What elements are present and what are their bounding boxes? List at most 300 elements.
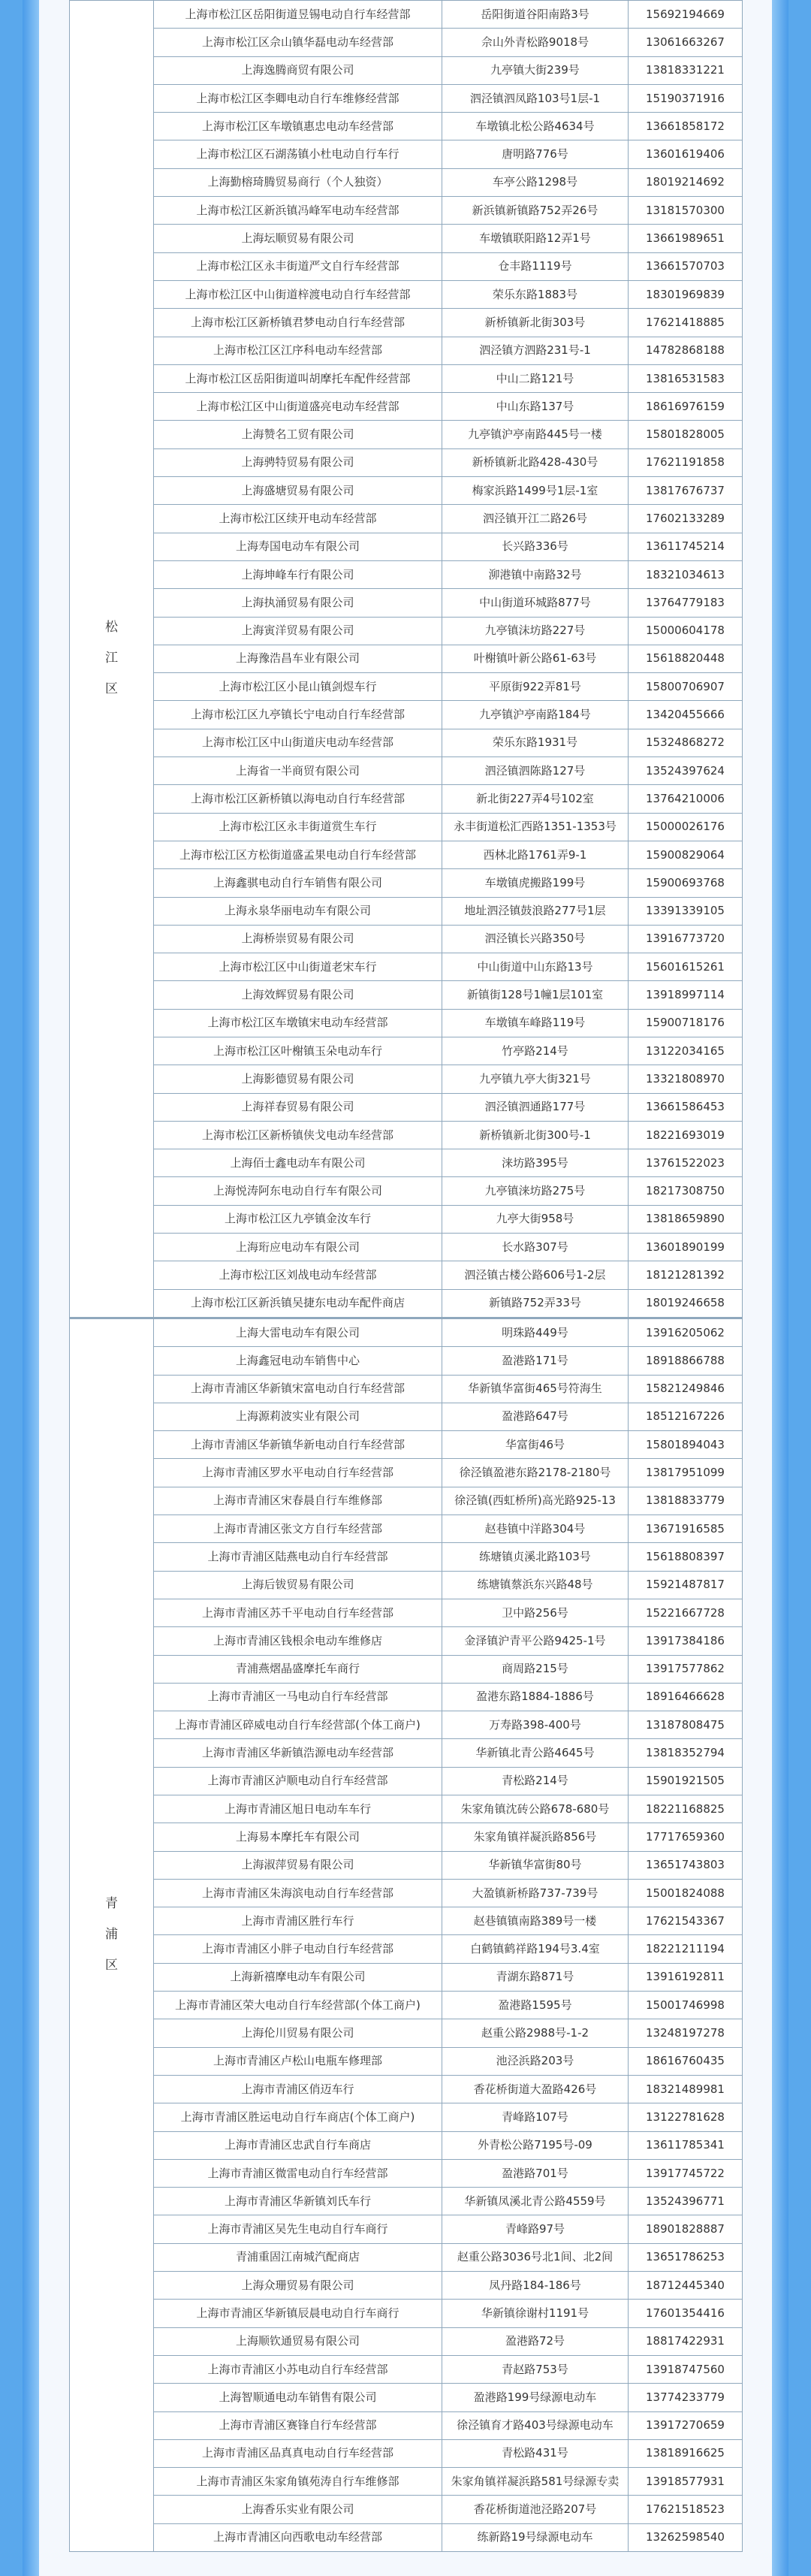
table-row — [70, 1963, 743, 1991]
dealer-name-cell: 上海寅洋贸易有限公司 — [154, 617, 442, 645]
dealer-phone-cell: 13661570703 — [629, 252, 743, 280]
dealer-address-cell: 新北街227弄4号102室 — [442, 785, 629, 813]
dealer-name-cell: 上海市青浦区忠武自行车商店 — [154, 2131, 442, 2159]
dealer-phone-cell: 18221211194 — [629, 1935, 743, 1963]
dealer-address-cell: 华新镇华富街465号符海生 — [442, 1375, 629, 1403]
dealer-address-cell: 九亭镇沪亭南路445号一楼 — [442, 421, 629, 448]
table-row — [70, 533, 743, 560]
dealer-phone-cell: 18221168825 — [629, 1795, 743, 1823]
dealer-name-cell: 上海盛塘贸易有限公司 — [154, 477, 442, 505]
dealer-name-cell: 上海市松江区续开电动车经营部 — [154, 505, 442, 533]
dealer-address-cell: 白鹤镇鹤祥路194号3.4室 — [442, 1935, 629, 1963]
dealer-address-cell: 西林北路1761弄9-1 — [442, 841, 629, 868]
table-row — [70, 673, 743, 701]
dealer-name-cell: 上海市松江区九亭镇金汝车行 — [154, 1205, 442, 1233]
dealer-phone-cell: 18217308750 — [629, 1177, 743, 1205]
dealer-name-cell: 上海祥春贸易有限公司 — [154, 1093, 442, 1121]
dealer-phone-cell: 13817951099 — [629, 1459, 743, 1487]
dealer-phone-cell: 15618808397 — [629, 1543, 743, 1571]
dealer-name-cell: 上海珩应电动车有限公司 — [154, 1234, 442, 1261]
dealer-name-cell: 上海市青浦区碎威电动自行车经营部(个体工商户) — [154, 1711, 442, 1739]
table-row — [70, 1261, 743, 1289]
dealer-address-cell: 徐泾镇盈港东路2178-2180号 — [442, 1459, 629, 1487]
dealer-phone-cell: 13671916585 — [629, 1515, 743, 1543]
table-row — [70, 645, 743, 672]
table-row — [70, 2019, 743, 2047]
dealer-address-cell: 平原街922弄81号 — [442, 673, 629, 701]
dealer-phone-cell: 13601619406 — [629, 140, 743, 168]
dealer-phone-cell: 17621418885 — [629, 309, 743, 337]
table-row — [70, 225, 743, 252]
dealer-phone-cell: 18918866788 — [629, 1347, 743, 1375]
table-row — [70, 1823, 743, 1851]
dealer-address-cell: 朱家角镇祥凝浜路856号 — [442, 1823, 629, 1851]
table-row — [70, 140, 743, 168]
table-row — [70, 2384, 743, 2411]
dealer-address-cell: 华新镇凤溪北青公路4559号 — [442, 2188, 629, 2215]
dealer-phone-cell: 15001746998 — [629, 1992, 743, 2019]
dealer-phone-cell: 15221667728 — [629, 1599, 743, 1626]
dealer-name-cell: 上海市松江区永丰街道赏生车行 — [154, 813, 442, 841]
dealer-name-cell: 上海市松江区新桥镇君梦电动自行车经营部 — [154, 309, 442, 337]
dealer-address-cell: 地址泗泾镇鼓浪路277号1层 — [442, 897, 629, 925]
table-row — [70, 113, 743, 140]
dealer-address-cell: 盈港路1595号 — [442, 1992, 629, 2019]
dealer-address-cell: 荣乐东路1883号 — [442, 280, 629, 308]
dealer-phone-cell: 17602133289 — [629, 505, 743, 533]
table-row — [70, 337, 743, 364]
dealer-phone-cell: 13420455666 — [629, 701, 743, 729]
dealer-name-cell: 上海市松江区石湖荡镇小杜电动自行车行 — [154, 140, 442, 168]
dealer-name-cell: 上海豫浩昌车业有限公司 — [154, 645, 442, 672]
table-row — [70, 1431, 743, 1459]
dealer-address-cell: 竹亭路214号 — [442, 1037, 629, 1065]
dealer-name-cell: 上海众珊贸易有限公司 — [154, 2272, 442, 2300]
dealer-phone-cell: 13651743803 — [629, 1851, 743, 1879]
dealer-address-cell: 泗泾镇长兴路350号 — [442, 925, 629, 953]
dealer-name-cell: 上海顺钦通贸易有限公司 — [154, 2327, 442, 2355]
table-row — [70, 869, 743, 897]
table-row — [70, 1767, 743, 1795]
dealer-name-cell: 上海市松江区中山街道盛亮电动车经营部 — [154, 393, 442, 421]
dealer-name-cell: 上海坛顺贸易有限公司 — [154, 225, 442, 252]
dealer-address-cell: 九亭镇涞坊路275号 — [442, 1177, 629, 1205]
dealer-phone-cell: 13661989651 — [629, 225, 743, 252]
dealer-name-cell: 上海市青浦区微雷电动自行车经营部 — [154, 2159, 442, 2187]
table-row — [70, 1795, 743, 1823]
dealer-phone-cell: 13816531583 — [629, 364, 743, 392]
table-row — [70, 1487, 743, 1514]
dealer-address-cell: 青峰路107号 — [442, 2103, 629, 2131]
dealer-phone-cell: 13761522023 — [629, 1149, 743, 1177]
table-row — [70, 1711, 743, 1739]
table-row — [70, 1683, 743, 1711]
dealer-name-cell: 上海鑫冠电动车销售中心 — [154, 1347, 442, 1375]
table-row — [70, 364, 743, 392]
table-row — [70, 813, 743, 841]
dealer-address-cell: 香花桥街道大盈路426号 — [442, 2075, 629, 2103]
dealer-phone-cell: 13391339105 — [629, 897, 743, 925]
dealer-address-cell: 梅家浜路1499号1层-1室 — [442, 477, 629, 505]
table-row — [70, 2131, 743, 2159]
dealer-name-cell: 上海市青浦区荣大电动自行车经营部(个体工商户) — [154, 1992, 442, 2019]
dealer-name-cell: 上海悦涛阿东电动自行车有限公司 — [154, 1177, 442, 1205]
dealer-address-cell: 新桥镇新北街300号-1 — [442, 1121, 629, 1149]
table-row — [70, 1459, 743, 1487]
dealer-phone-cell: 15900829064 — [629, 841, 743, 868]
table-row — [70, 84, 743, 112]
dealer-name-cell: 上海市青浦区苏千平电动自行车经营部 — [154, 1599, 442, 1626]
table-row — [70, 1037, 743, 1065]
dealer-phone-cell: 15000604178 — [629, 617, 743, 645]
dealer-address-cell: 朱家角镇沈砖公路678-680号 — [442, 1795, 629, 1823]
dealer-phone-cell: 17621543367 — [629, 1907, 743, 1935]
table-row — [70, 309, 743, 337]
table-row — [70, 197, 743, 225]
dealer-phone-cell: 15900718176 — [629, 1009, 743, 1037]
dealer-phone-cell: 13918997114 — [629, 981, 743, 1009]
dealer-name-cell: 上海市青浦区卢松山电瓶车修理部 — [154, 2047, 442, 2075]
dealer-phone-cell: 13661858172 — [629, 113, 743, 140]
dealer-name-cell: 上海市青浦区朱家角镇苑涛自行车维修部 — [154, 2468, 442, 2496]
dealer-phone-cell: 17717659360 — [629, 1823, 743, 1851]
dealer-phone-cell: 15800706907 — [629, 673, 743, 701]
dealer-address-cell: 青松路214号 — [442, 1767, 629, 1795]
dealer-phone-cell: 13818916625 — [629, 2439, 743, 2467]
table-row — [70, 2047, 743, 2075]
table-row — [70, 280, 743, 308]
dealer-address-cell: 新镇街128号1幢1层101室 — [442, 981, 629, 1009]
dealer-phone-cell: 15801828005 — [629, 421, 743, 448]
district-char: 区 — [105, 681, 118, 697]
table-row — [70, 1599, 743, 1626]
dealer-address-cell: 佘山外青松路9018号 — [442, 29, 629, 56]
dealer-address-cell: 明珠路449号 — [442, 1318, 629, 1346]
dealer-phone-cell: 18321034613 — [629, 560, 743, 588]
dealer-address-cell: 泗泾镇古楼公路606号1-2层 — [442, 1261, 629, 1289]
table-row — [70, 589, 743, 617]
dealer-address-cell: 练塘镇蔡浜东兴路48号 — [442, 1571, 629, 1599]
table-row — [70, 1935, 743, 1963]
dealer-phone-cell: 13321808970 — [629, 1065, 743, 1093]
table-row — [70, 897, 743, 925]
dealer-address-cell: 车墩镇联阳路12弄1号 — [442, 225, 629, 252]
dealer-address-cell: 泗泾镇方泗路231号-1 — [442, 337, 629, 364]
dealer-phone-cell: 14782868188 — [629, 337, 743, 364]
dealer-phone-cell: 15692194669 — [629, 1, 743, 29]
dealer-name-cell: 上海市青浦区华新镇浩源电动车经营部 — [154, 1739, 442, 1767]
dealer-address-cell: 华富街46号 — [442, 1431, 629, 1459]
dealer-address-cell: 盈港路72号 — [442, 2327, 629, 2355]
dealer-phone-cell: 13818659890 — [629, 1205, 743, 1233]
dealer-phone-cell: 13818833779 — [629, 1487, 743, 1514]
dealer-name-cell: 青浦燕熠晶盛摩托车商行 — [154, 1655, 442, 1683]
table-row — [70, 1515, 743, 1543]
table-row — [70, 2523, 743, 2551]
dealer-address-cell: 商周路215号 — [442, 1655, 629, 1683]
dealer-name-cell: 上海逸腾商贸有限公司 — [154, 56, 442, 84]
table-row — [70, 1571, 743, 1599]
dealer-name-cell: 上海市青浦区华新镇刘氏车行 — [154, 2188, 442, 2215]
dealer-address-cell: 新镇路752弄33号 — [442, 1289, 629, 1318]
dealer-phone-cell: 13764779183 — [629, 589, 743, 617]
table-row — [70, 1543, 743, 1571]
dealer-address-cell: 九亭镇大街239号 — [442, 56, 629, 84]
dealer-name-cell: 上海影德贸易有限公司 — [154, 1065, 442, 1093]
dealer-table-body — [70, 1, 743, 2552]
dealer-phone-cell: 15801894043 — [629, 1431, 743, 1459]
dealer-name-cell: 上海市青浦区胜行车行 — [154, 1907, 442, 1935]
dealer-phone-cell: 13661586453 — [629, 1093, 743, 1121]
dealer-address-cell: 中山街道环城路877号 — [442, 589, 629, 617]
dealer-name-cell: 上海省一半商贸有限公司 — [154, 757, 442, 785]
dealer-address-cell: 徐泾镇(西虹桥所)高光路925-13 — [442, 1487, 629, 1514]
dealer-name-cell: 上海市青浦区陆燕电动自行车经营部 — [154, 1543, 442, 1571]
table-row — [70, 841, 743, 868]
dealer-phone-cell: 13916773720 — [629, 925, 743, 953]
dealer-phone-cell: 13611745214 — [629, 533, 743, 560]
dealer-name-cell: 上海市松江区中山街道梓渡电动自行车经营部 — [154, 280, 442, 308]
table-row — [70, 448, 743, 476]
dealer-address-cell: 青峰路97号 — [442, 2215, 629, 2243]
dealer-phone-cell: 13916192811 — [629, 1963, 743, 1991]
dealer-address-cell: 华新镇北青公路4645号 — [442, 1739, 629, 1767]
dealer-name-cell: 上海市松江区新桥镇以海电动自行车经营部 — [154, 785, 442, 813]
dealer-address-cell: 青赵路753号 — [442, 2355, 629, 2383]
dealer-phone-cell: 17621191858 — [629, 448, 743, 476]
dealer-name-cell: 上海效辉贸易有限公司 — [154, 981, 442, 1009]
dealer-address-cell: 永丰街道松汇西路1351-1353号 — [442, 813, 629, 841]
table-row — [70, 1992, 743, 2019]
table-row — [70, 168, 743, 196]
dealer-name-cell: 上海骋特贸易有限公司 — [154, 448, 442, 476]
dealer-name-cell: 上海市青浦区旭日电动车车行 — [154, 1795, 442, 1823]
district-cell — [70, 1318, 154, 2551]
dealer-address-cell: 香花桥街道池泾路207号 — [442, 2496, 629, 2523]
dealer-address-cell: 大盈镇新桥路737-739号 — [442, 1879, 629, 1907]
district-char: 松 — [105, 620, 118, 636]
district-char: 区 — [105, 1958, 118, 1974]
dealer-name-cell: 上海坤峰车行有限公司 — [154, 560, 442, 588]
dealer-name-cell: 上海佰士鑫电动车有限公司 — [154, 1149, 442, 1177]
dealer-name-cell: 上海后钹贸易有限公司 — [154, 1571, 442, 1599]
dealer-address-cell: 练塘镇贞溪北路103号 — [442, 1543, 629, 1571]
table-row — [70, 2439, 743, 2467]
table-row — [70, 421, 743, 448]
dealer-name-cell: 上海易本摩托车有限公司 — [154, 1823, 442, 1851]
dealer-phone-cell: 18221693019 — [629, 1121, 743, 1149]
dealer-phone-cell: 13524397624 — [629, 757, 743, 785]
dealer-phone-cell: 18121281392 — [629, 1261, 743, 1289]
dealer-name-cell: 上海市松江区李卿电动自行车维修经营部 — [154, 84, 442, 112]
dealer-phone-cell: 13818352794 — [629, 1739, 743, 1767]
table-row — [70, 2327, 743, 2355]
dealer-address-cell: 青松路431号 — [442, 2439, 629, 2467]
dealer-address-cell: 长兴路336号 — [442, 533, 629, 560]
dealer-name-cell: 青浦重固江南城汽配商店 — [154, 2243, 442, 2271]
dealer-name-cell: 上海市青浦区品真真电动自行车经营部 — [154, 2439, 442, 2467]
district-label — [105, 1898, 118, 1972]
dealer-phone-cell: 18901828887 — [629, 2215, 743, 2243]
dealer-address-cell: 赵巷镇镇南路389号一楼 — [442, 1907, 629, 1935]
table-row — [70, 1121, 743, 1149]
dealer-phone-cell: 18019246658 — [629, 1289, 743, 1318]
dealer-phone-cell: 15601615261 — [629, 953, 743, 981]
dealer-address-cell: 长水路307号 — [442, 1234, 629, 1261]
dealer-name-cell: 上海市青浦区罗水平电动自行车经营部 — [154, 1459, 442, 1487]
dealer-address-cell: 九亭镇沪亭南路184号 — [442, 701, 629, 729]
dealer-phone-cell: 15900693768 — [629, 869, 743, 897]
page — [39, 0, 772, 2576]
table-row — [70, 2272, 743, 2300]
dealer-address-cell: 仓丰路1119号 — [442, 252, 629, 280]
dealer-phone-cell: 13248197278 — [629, 2019, 743, 2047]
table-row — [70, 2468, 743, 2496]
dealer-name-cell: 上海市青浦区小胖子电动自行车经营部 — [154, 1935, 442, 1963]
dealer-phone-cell: 13262598540 — [629, 2523, 743, 2551]
dealer-phone-cell: 18616976159 — [629, 393, 743, 421]
table-row — [70, 981, 743, 1009]
dealer-address-cell: 岳阳街道谷阳南路3号 — [442, 1, 629, 29]
dealer-name-cell: 上海市松江区佘山镇华磊电动车经营部 — [154, 29, 442, 56]
dealer-name-cell: 上海市松江区新浜镇冯峰军电动车经营部 — [154, 197, 442, 225]
dealer-address-cell: 华新镇华富街80号 — [442, 1851, 629, 1879]
dealer-name-cell: 上海市青浦区泸顺电动自行车经营部 — [154, 1767, 442, 1795]
table-row — [70, 1627, 743, 1655]
table-row — [70, 2355, 743, 2383]
dealer-phone-cell: 15901921505 — [629, 1767, 743, 1795]
dealer-name-cell: 上海市青浦区向西歌电动车经营部 — [154, 2523, 442, 2551]
table-row — [70, 617, 743, 645]
table-row — [70, 393, 743, 421]
dealer-name-cell: 上海市松江区新浜镇吴捷东电动车配件商店 — [154, 1289, 442, 1318]
dealer-phone-cell: 13917745722 — [629, 2159, 743, 2187]
dealer-phone-cell: 15000026176 — [629, 813, 743, 841]
table-row — [70, 477, 743, 505]
dealer-address-cell: 车墩镇车峰路119号 — [442, 1009, 629, 1037]
dealer-phone-cell: 13764210006 — [629, 785, 743, 813]
dealer-name-cell: 上海新禧摩电动车有限公司 — [154, 1963, 442, 1991]
dealer-address-cell: 中山二路121号 — [442, 364, 629, 392]
dealer-address-cell: 凤丹路184-186号 — [442, 2272, 629, 2300]
table-row — [70, 2103, 743, 2131]
table-row — [70, 1234, 743, 1261]
dealer-phone-cell: 13611785341 — [629, 2131, 743, 2159]
dealer-name-cell: 上海市松江区新桥镇侠戈电动车经营部 — [154, 1121, 442, 1149]
table-row — [70, 2159, 743, 2187]
table-row — [70, 1403, 743, 1430]
dealer-name-cell: 上海桥崇贸易有限公司 — [154, 925, 442, 953]
dealer-phone-cell: 13917384186 — [629, 1627, 743, 1655]
dealer-address-cell: 中山东路137号 — [442, 393, 629, 421]
table-row — [70, 2243, 743, 2271]
dealer-address-cell: 九亭镇九亭大街321号 — [442, 1065, 629, 1093]
table-row — [70, 1177, 743, 1205]
district-char: 青 — [105, 1896, 118, 1912]
dealer-phone-cell: 17601354416 — [629, 2300, 743, 2327]
dealer-name-cell: 上海市松江区刘战电动车经营部 — [154, 1261, 442, 1289]
dealer-table — [69, 0, 743, 2552]
dealer-phone-cell: 13122781628 — [629, 2103, 743, 2131]
dealer-address-cell: 泗泾镇泗陈路127号 — [442, 757, 629, 785]
dealer-phone-cell: 15324868272 — [629, 729, 743, 756]
dealer-phone-cell: 18019214692 — [629, 168, 743, 196]
dealer-address-cell: 华新镇徐谢村1191号 — [442, 2300, 629, 2327]
dealer-name-cell: 上海市青浦区小苏电动自行车经营部 — [154, 2355, 442, 2383]
dealer-address-cell: 泗泾镇开江二路26号 — [442, 505, 629, 533]
dealer-phone-cell: 13774233779 — [629, 2384, 743, 2411]
dealer-address-cell: 泗泾镇泗凤路103号1层-1 — [442, 84, 629, 112]
dealer-address-cell: 新浜镇新镇路752弄26号 — [442, 197, 629, 225]
dealer-phone-cell: 15001824088 — [629, 1879, 743, 1907]
dealer-address-cell: 车墩镇虎搬路199号 — [442, 869, 629, 897]
dealer-phone-cell: 13917577862 — [629, 1655, 743, 1683]
district-cell — [70, 1, 154, 1318]
dealer-address-cell: 盈港路199号绿源电动车 — [442, 2384, 629, 2411]
table-row — [70, 56, 743, 84]
dealer-address-cell: 盈港路647号 — [442, 1403, 629, 1430]
dealer-address-cell: 泗泾镇泗通路177号 — [442, 1093, 629, 1121]
table-row — [70, 29, 743, 56]
table-row — [70, 925, 743, 953]
dealer-phone-cell: 13817676737 — [629, 477, 743, 505]
dealer-name-cell: 上海市松江区方松街道盛孟果电动自行车经营部 — [154, 841, 442, 868]
table-row — [70, 1347, 743, 1375]
dealer-name-cell: 上海市青浦区宋春晨自行车维修部 — [154, 1487, 442, 1514]
dealer-address-cell: 朱家角镇祥凝浜路581号绿源专卖 — [442, 2468, 629, 2496]
dealer-phone-cell: 13818331221 — [629, 56, 743, 84]
dealer-name-cell: 上海市青浦区胜运电动自行车商店(个体工商户) — [154, 2103, 442, 2131]
dealer-address-cell: 涞坊路395号 — [442, 1149, 629, 1177]
dealer-name-cell: 上海市青浦区俏迈车行 — [154, 2075, 442, 2103]
table-row — [70, 1739, 743, 1767]
dealer-name-cell: 上海智顺通电动车销售有限公司 — [154, 2384, 442, 2411]
dealer-phone-cell: 18712445340 — [629, 2272, 743, 2300]
dealer-address-cell: 盈港路171号 — [442, 1347, 629, 1375]
table-row — [70, 505, 743, 533]
dealer-name-cell: 上海鑫骐电动自行车销售有限公司 — [154, 869, 442, 897]
dealer-phone-cell: 13601890199 — [629, 1234, 743, 1261]
dealer-name-cell: 上海执涌贸易有限公司 — [154, 589, 442, 617]
table-row — [70, 1318, 743, 1346]
dealer-name-cell: 上海寿国电动车有限公司 — [154, 533, 442, 560]
dealer-phone-cell: 18916466628 — [629, 1683, 743, 1711]
dealer-name-cell: 上海赞名工贸有限公司 — [154, 421, 442, 448]
table-row — [70, 2496, 743, 2523]
dealer-phone-cell: 13917270659 — [629, 2411, 743, 2439]
table-row — [70, 560, 743, 588]
table-row — [70, 1205, 743, 1233]
table-row — [70, 1851, 743, 1879]
dealer-address-cell: 新桥镇新北路428-430号 — [442, 448, 629, 476]
dealer-phone-cell: 13181570300 — [629, 197, 743, 225]
dealer-address-cell: 金泽镇沪青平公路9425-1号 — [442, 1627, 629, 1655]
table-row — [70, 1065, 743, 1093]
dealer-address-cell: 万寿路398-400号 — [442, 1711, 629, 1739]
dealer-phone-cell: 15618820448 — [629, 645, 743, 672]
dealer-address-cell: 外青松公路7195号-09 — [442, 2131, 629, 2159]
dealer-name-cell: 上海市青浦区赛锋自行车经营部 — [154, 2411, 442, 2439]
dealer-address-cell: 池泾浜路203号 — [442, 2047, 629, 2075]
table-row — [70, 1093, 743, 1121]
dealer-name-cell: 上海市松江区江序科电动车经营部 — [154, 337, 442, 364]
dealer-address-cell: 车亭公路1298号 — [442, 168, 629, 196]
dealer-name-cell: 上海市松江区岳阳街道叫胡摩托车配件经营部 — [154, 364, 442, 392]
dealer-phone-cell: 15921487817 — [629, 1571, 743, 1599]
dealer-name-cell: 上海香乐实业有限公司 — [154, 2496, 442, 2523]
dealer-phone-cell: 18512167226 — [629, 1403, 743, 1430]
dealer-phone-cell: 18817422931 — [629, 2327, 743, 2355]
